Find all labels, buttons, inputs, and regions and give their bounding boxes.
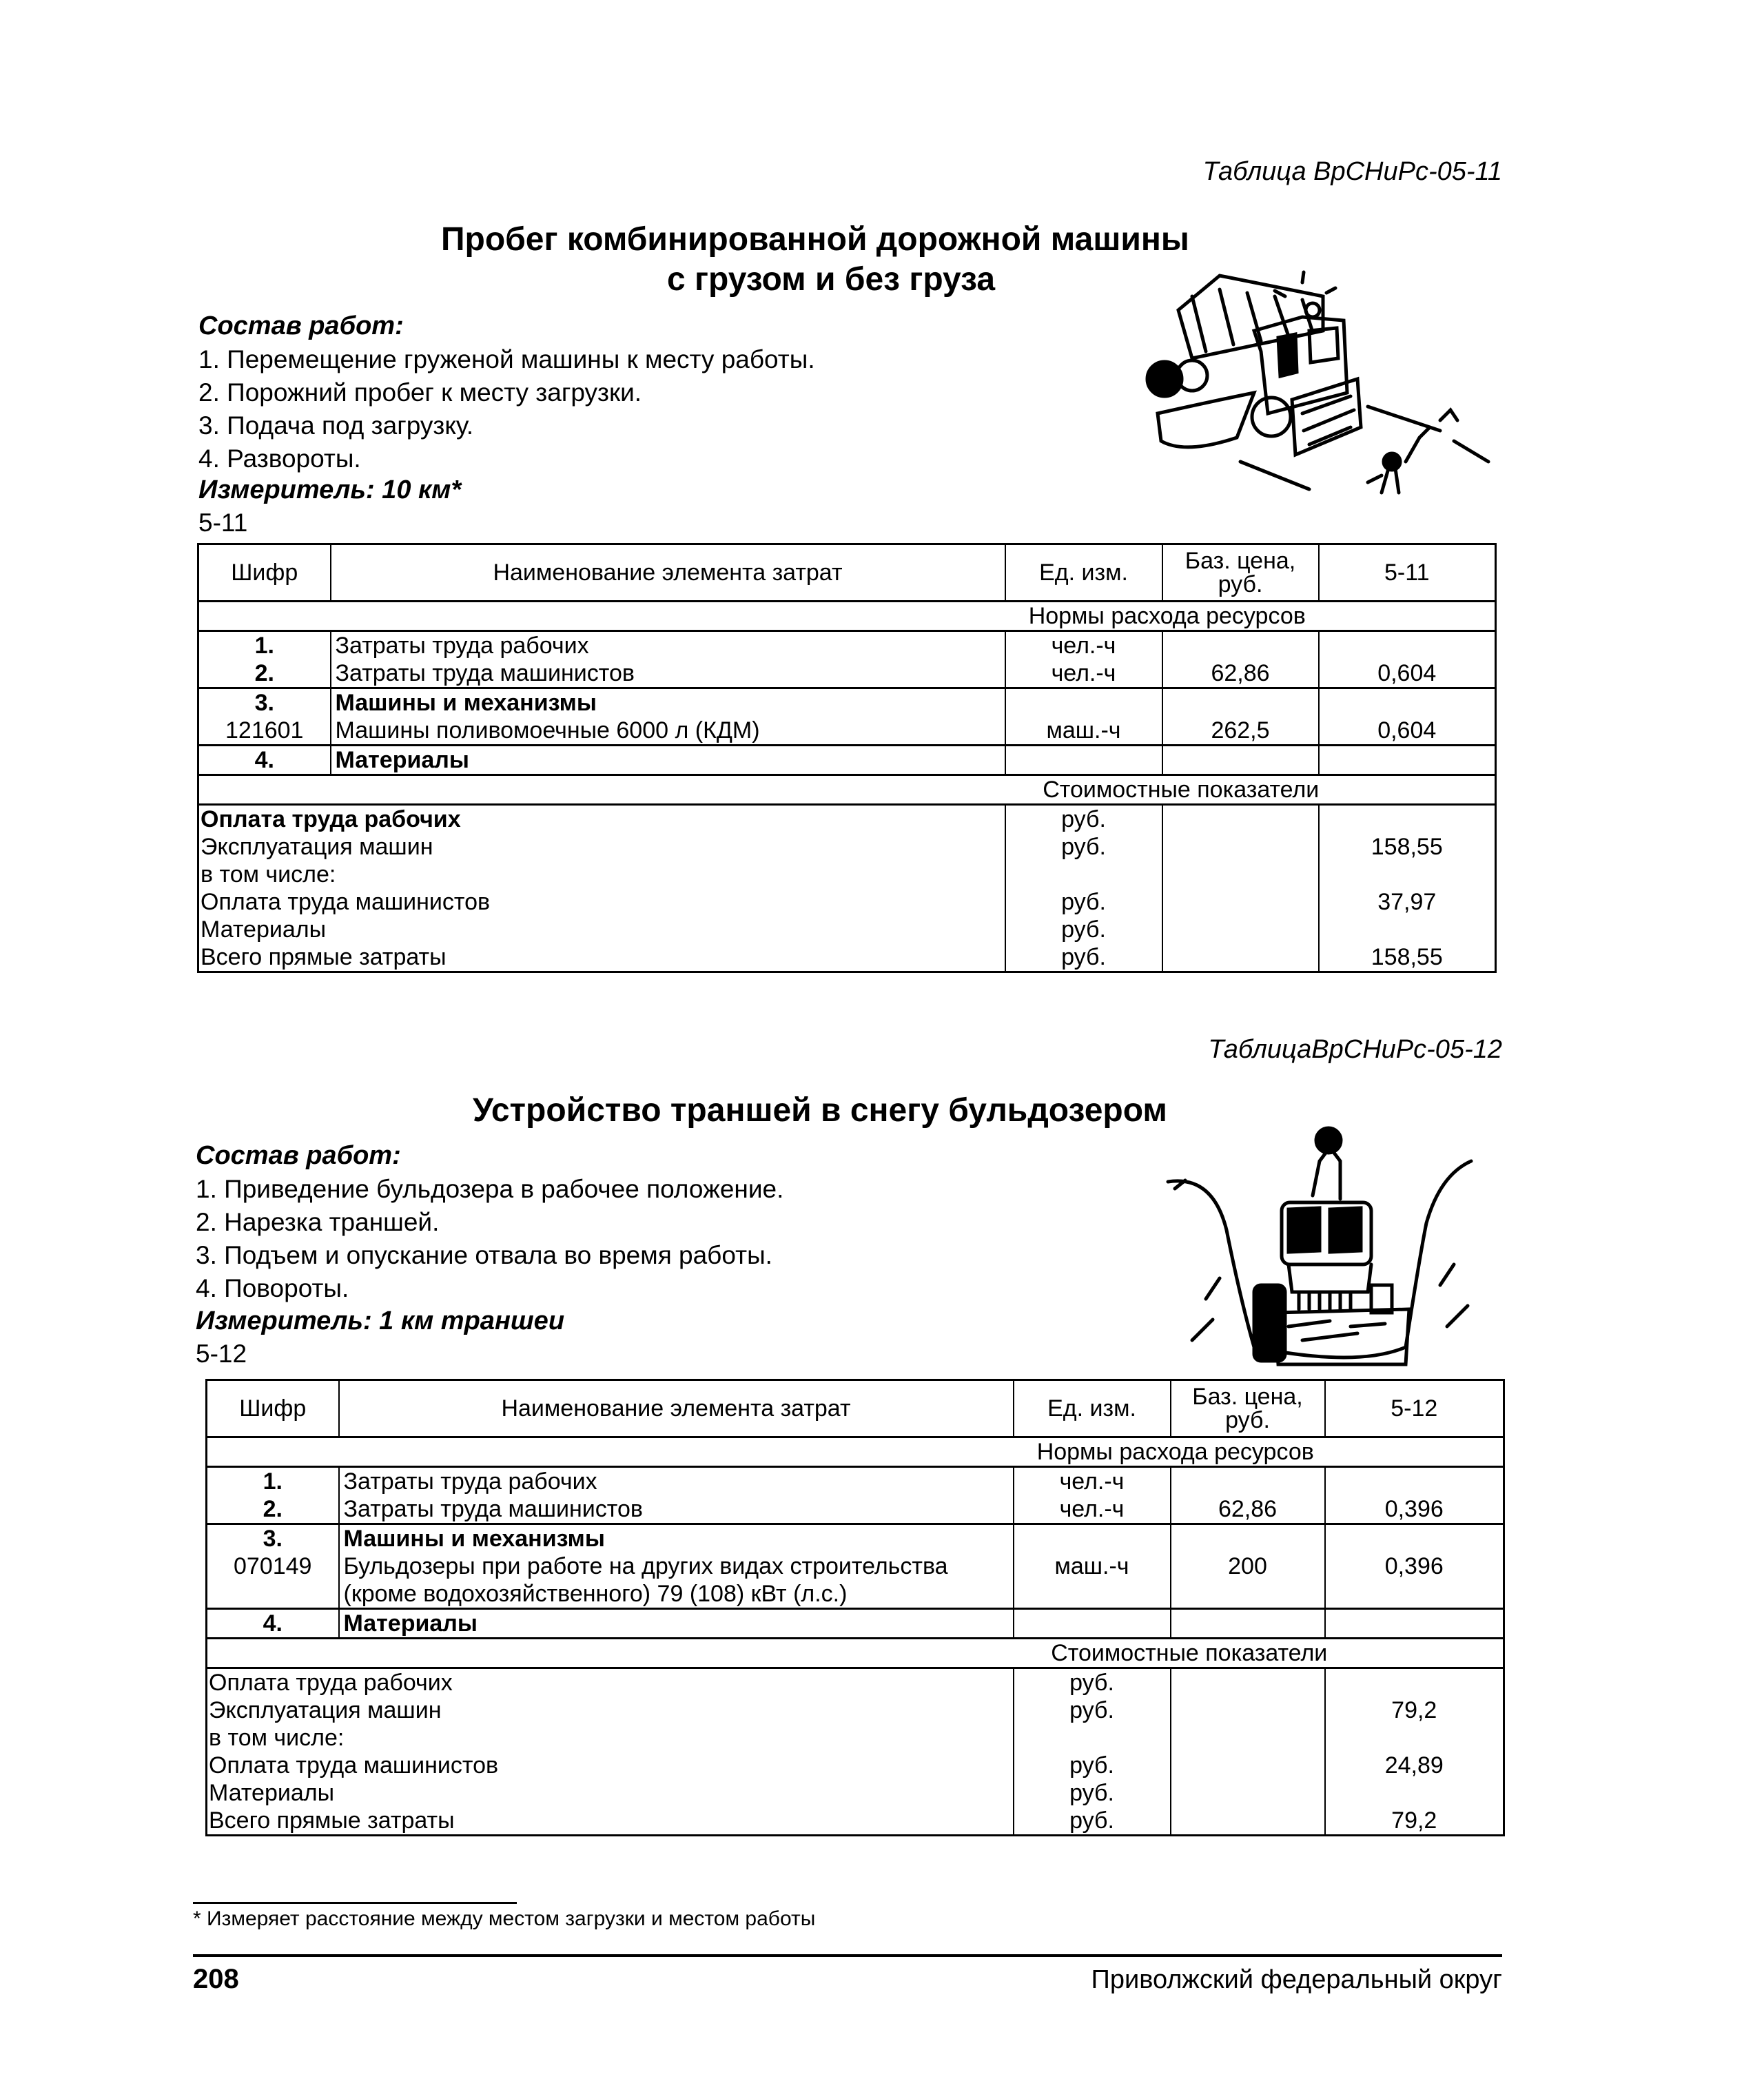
footnote: * Измеряет расстояние между местом загрузки и местом работы [193,1907,816,1930]
work-composition-heading: Состав работ: [196,1141,401,1170]
cost-row: Материалы руб. [207,1779,1504,1807]
work-list [198,343,815,475]
table-row: 2. Затраты труда машинистов чел.-ч 62,86 0,396 [207,1495,1504,1524]
table-row: 4. Материалы [198,746,1496,775]
measure-unit: Измеритель: 1 км траншеи [196,1306,565,1335]
work-item: 1. Перемещение груженой машины к месту работы. [198,345,815,373]
table-row: 3. Машины и механизмы [198,688,1496,717]
road-machine-plow-icon [1116,255,1502,496]
cost-row: Материалы руб. [198,916,1496,943]
header-code: Шифр [231,560,298,586]
header-unit: Ед. изм. [1014,1380,1171,1437]
section-title: Устройство траншей в снегу бульдозером [473,1092,1167,1129]
work-item: 1. Приведение бульдозера в рабочее положение. [196,1175,784,1203]
section-subtitle: с грузом и без груза [667,261,996,298]
work-composition-heading: Состав работ: [198,311,404,340]
cost-row: Эксплуатация машин руб. 79,2 [207,1696,1504,1724]
norm-code-label: 5-12 [196,1340,247,1368]
norms-heading: Нормы расхода ресурсов [1014,1437,1504,1467]
cost-row: Оплата труда рабочих руб. [198,805,1496,834]
header-price: Баз. цена, руб. [1162,544,1319,602]
page-number: 208 [193,1964,239,1994]
work-item: 4. Повороты. [196,1274,349,1302]
cost-row: Оплата труда машинистов руб. 37,97 [198,888,1496,916]
norm-code-label: 5-11 [198,509,248,537]
table-reference: ТаблицаВрСНиРс-05-12 [1208,1035,1502,1064]
table-row: 070149 Бульдозеры при работе на других видах строительства (кроме водохозяйственного) 79 (108) кВт (л.с.) маш.-ч 200 0,396 [207,1552,1504,1609]
header-norm: 5-11 [1319,544,1496,602]
cost-heading: Стоимостные показатели [1014,1639,1504,1668]
table-row: 1. Затраты труда рабочих чел.-ч [198,631,1496,660]
cost-row: в том числе: [198,861,1496,888]
table-row: 3. Машины и механизмы [207,1524,1504,1553]
header-code: Шифр [239,1395,307,1422]
cost-row: Всего прямые затраты руб. 79,2 [207,1807,1504,1836]
cost-row: в том числе: [207,1724,1504,1752]
bulldozer-snow-trench-icon [1151,1120,1495,1375]
cost-row: Оплата труда машинистов руб. 24,89 [207,1752,1504,1779]
table-row: 121601 Машины поливомоечные 6000 л (КДМ) маш.-ч 262,5 0,604 [198,717,1496,746]
measure-unit: Измеритель: 10 км* [198,475,462,504]
work-item: 3. Подача под загрузку. [198,411,473,440]
work-item: 4. Развороты. [198,444,361,473]
header-name: Наименование элемента затрат [339,1380,1014,1437]
footnote-divider [193,1902,517,1904]
norms-heading: Нормы расхода ресурсов [1005,602,1496,631]
table-reference: Таблица ВрСНиРс-05-11 [1202,157,1502,186]
norms-table [205,1379,1505,1836]
region-name: Приволжский федеральный округ [1091,1965,1502,1994]
work-item: 3. Подъем и опускание отвала во время работы. [196,1241,772,1269]
norms-table [197,543,1497,973]
page-footer-divider [193,1954,1502,1957]
header-price: Баз. цена, руб. [1171,1380,1325,1437]
section-title: Пробег комбинированной дорожной машины [441,221,1189,258]
cost-row: Эксплуатация машин руб. 158,55 [198,833,1496,861]
cost-heading: Стоимостные показатели [1005,775,1496,805]
header-norm: 5-12 [1325,1380,1504,1437]
work-item: 2. Порожний пробег к месту загрузки. [198,378,642,407]
table-row: 2. Затраты труда машинистов чел.-ч 62,86 0,604 [198,659,1496,688]
header-name: Наименование элемента затрат [331,544,1005,602]
table-row: 4. Материалы [207,1609,1504,1639]
table-row: 1. Затраты труда рабочих чел.-ч [207,1467,1504,1496]
cost-row: Оплата труда рабочих руб. [207,1668,1504,1697]
work-item: 2. Нарезка траншей. [196,1208,440,1236]
header-unit: Ед. изм. [1005,544,1162,602]
cost-row: Всего прямые затраты руб. 158,55 [198,943,1496,972]
work-list [196,1173,783,1305]
